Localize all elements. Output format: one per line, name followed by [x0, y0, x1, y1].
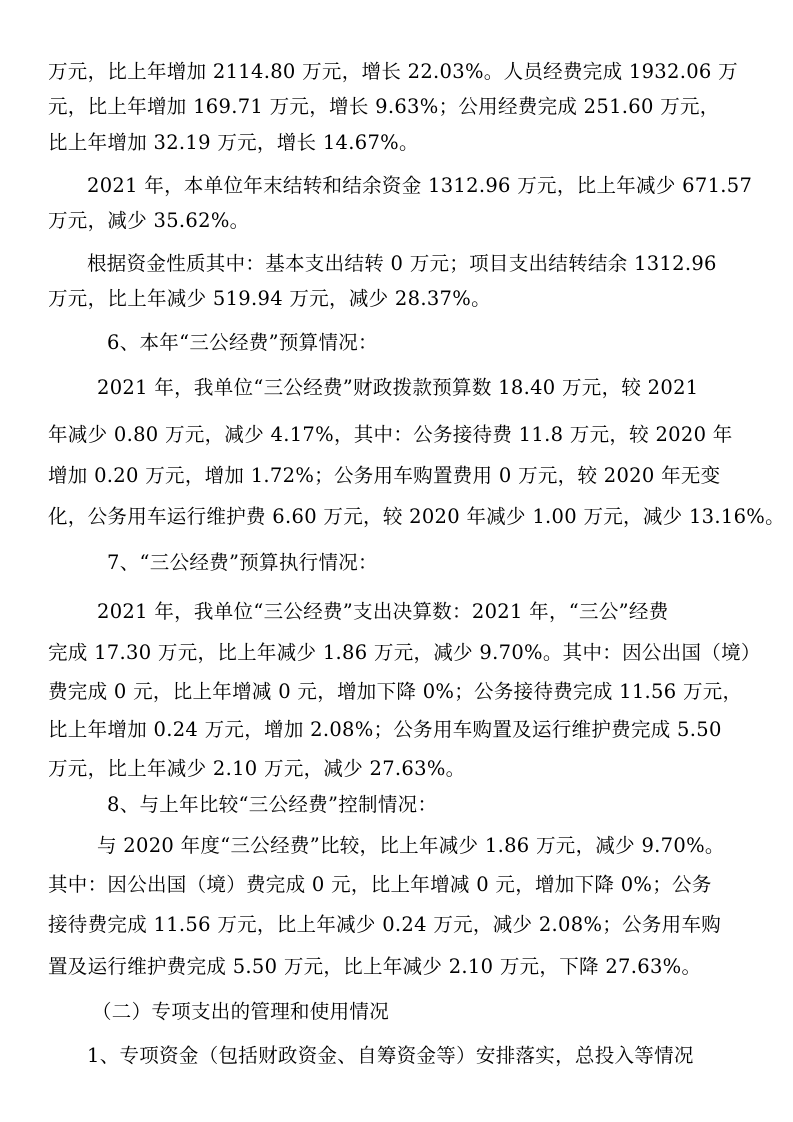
text-line: 比上年增加 32.19 万元，增长 14.67%。 [48, 131, 419, 154]
text-line: 2021 年，我单位“三公经费”财政拨款预算数 18.40 万元，较 2021 [97, 376, 699, 399]
text-line: 2021 年，本单位年末结转和结余资金 1312.96 万元，比上年减少 671.57 [87, 174, 753, 197]
section-heading: 8、与上年比较“三公经费”控制情况： [107, 793, 438, 816]
section-heading: 1、专项资金（包括财政资金、自筹资金等）安排落实，总投入等情况 [87, 1044, 694, 1067]
text-line: 化，公务用车运行维护费 6.60 万元，较 2020 年减少 1.00 万元，减少 13.16%。 [48, 505, 785, 528]
text-line: 费完成 0 元，比上年增减 0 元，增加下降 0%；公务接待费完成 11.56 万元， [48, 680, 743, 703]
text-line: 置及运行维护费完成 5.50 万元，比上年减少 2.10 万元，下降 27.63%。 [48, 955, 702, 978]
text-line: 万元，比上年增加 2114.80 万元，增长 22.03%。人员经费完成 1932.06 万 [48, 60, 738, 83]
text-line: 与 2020 年度“三公经费”比较，比上年减少 1.86 万元，减少 9.70%。 [97, 834, 725, 857]
text-line: 比上年增加 0.24 万元，增加 2.08%；公务用车购置及运行维护费完成 5.50 [48, 718, 722, 741]
text-line: 万元，比上年减少 2.10 万元，减少 27.63%。 [48, 757, 466, 780]
section-heading: （二）专项支出的管理和使用情况 [92, 1000, 390, 1023]
text-line: 其中：因公出国（境）费完成 0 元，比上年增减 0 元，增加下降 0%；公务 [48, 873, 712, 896]
text-line: 增加 0.20 万元，增加 1.72%；公务用车购置费用 0 万元，较 2020 年无变 [48, 464, 721, 487]
text-line: 根据资金性质其中：基本支出结转 0 万元；项目支出结转结余 1312.96 [87, 252, 717, 275]
text-line: 年减少 0.80 万元，减少 4.17%，其中：公务接待费 11.8 万元，较 2020 年 [48, 423, 733, 446]
text-line: 接待费完成 11.56 万元，比上年减少 0.24 万元，减少 2.08%；公务用车购 [48, 913, 722, 936]
section-heading: 7、“三公经费”预算执行情况： [107, 551, 378, 574]
text-line: 万元，比上年减少 519.94 万元，减少 28.37%。 [48, 287, 491, 310]
text-line: 完成 17.30 万元，比上年减少 1.86 万元，减少 9.70%。其中：因公出国（境） [48, 641, 761, 664]
text-line: 万元，减少 35.62%。 [48, 209, 250, 232]
text-line: 元，比上年增加 169.71 万元，增长 9.63%；公用经费完成 251.60 万元， [48, 95, 720, 118]
section-heading: 6、本年“三公经费”预算情况： [107, 331, 378, 354]
text-line: 2021 年，我单位“三公经费”支出决算数：2021 年，“三公”经费 [97, 600, 669, 623]
